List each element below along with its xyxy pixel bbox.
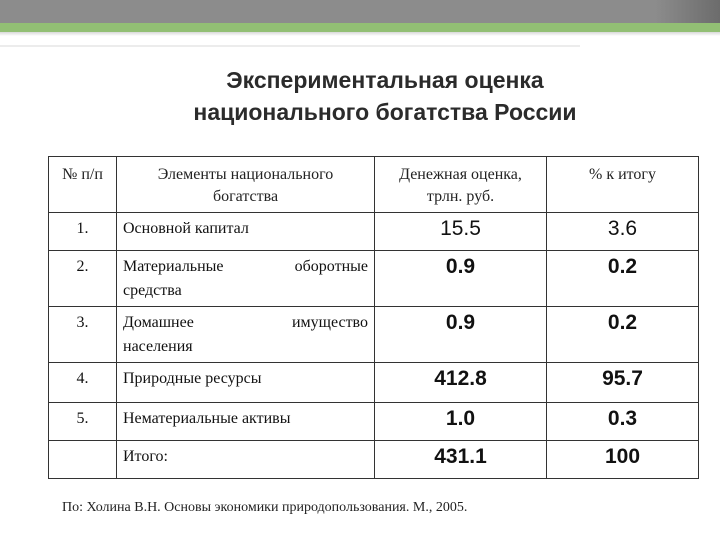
row-name-line1: [123, 311, 368, 335]
slide-title-line2: национального богатства России: [193, 99, 577, 125]
row-number: 5.: [49, 403, 117, 441]
table-row: [49, 307, 699, 363]
row-name: Основной капитал: [117, 213, 375, 251]
header-percent-text: % к итогу: [588, 166, 656, 183]
row-percent: 100: [547, 441, 699, 479]
row-name-word: оборотные: [294, 258, 368, 275]
row-number: [49, 441, 117, 479]
header-value-line2: трлн. руб.: [426, 188, 495, 205]
slide-title: [0, 64, 720, 128]
source-citation: По: Холина В.Н. Основы экономики природопользования. М., 2005.: [62, 500, 468, 515]
table-header-row: [49, 157, 699, 213]
row-value: 412.8: [375, 363, 547, 403]
header-number-text: № п/п: [62, 166, 103, 183]
table-row-total: [49, 441, 699, 479]
row-percent: 0.3: [547, 403, 699, 441]
row-value: 1.0: [375, 403, 547, 441]
row-percent: 95.7: [547, 363, 699, 403]
row-name: Итого:: [117, 441, 375, 479]
header-band-shadow: [0, 32, 720, 36]
row-name-line1: [123, 255, 368, 279]
header-elements-line1: Элементы национального: [157, 166, 334, 183]
table-row: [49, 251, 699, 307]
row-value: 0.9: [375, 307, 547, 363]
row-percent: 0.2: [547, 307, 699, 363]
header-elements-line2: богатства: [212, 188, 279, 205]
wealth-table: [48, 156, 699, 479]
row-number: 2.: [49, 251, 117, 307]
header-elements: [117, 157, 375, 213]
row-number: 3.: [49, 307, 117, 363]
row-percent: 0.2: [547, 251, 699, 307]
row-number: 4.: [49, 363, 117, 403]
row-value: 15.5: [375, 213, 547, 251]
row-name-word: Домашнее: [123, 314, 194, 331]
row-name: [117, 251, 375, 307]
header-number: [49, 157, 117, 213]
row-number: 1.: [49, 213, 117, 251]
table-row: [49, 363, 699, 403]
divider-line: [0, 45, 580, 47]
header-band-green: [0, 23, 720, 32]
row-name: Нематериальные активы: [117, 403, 375, 441]
table-row: [49, 403, 699, 441]
row-name: [117, 307, 375, 363]
row-name-word: Материальные: [123, 258, 224, 275]
row-name-line2: населения: [123, 338, 193, 355]
slide-title-line1: Экспериментальная оценка: [226, 67, 544, 93]
row-name-line2: средства: [123, 282, 182, 299]
table-row: [49, 213, 699, 251]
row-value: 431.1: [375, 441, 547, 479]
header-band-dark: [0, 0, 720, 23]
row-percent: 3.6: [547, 213, 699, 251]
row-value: 0.9: [375, 251, 547, 307]
row-name-word: имущество: [291, 314, 368, 331]
header-value-line1: Денежная оценка,: [399, 166, 522, 183]
header-value: [375, 157, 547, 213]
header-percent: [547, 157, 699, 213]
row-name: Природные ресурсы: [117, 363, 375, 403]
